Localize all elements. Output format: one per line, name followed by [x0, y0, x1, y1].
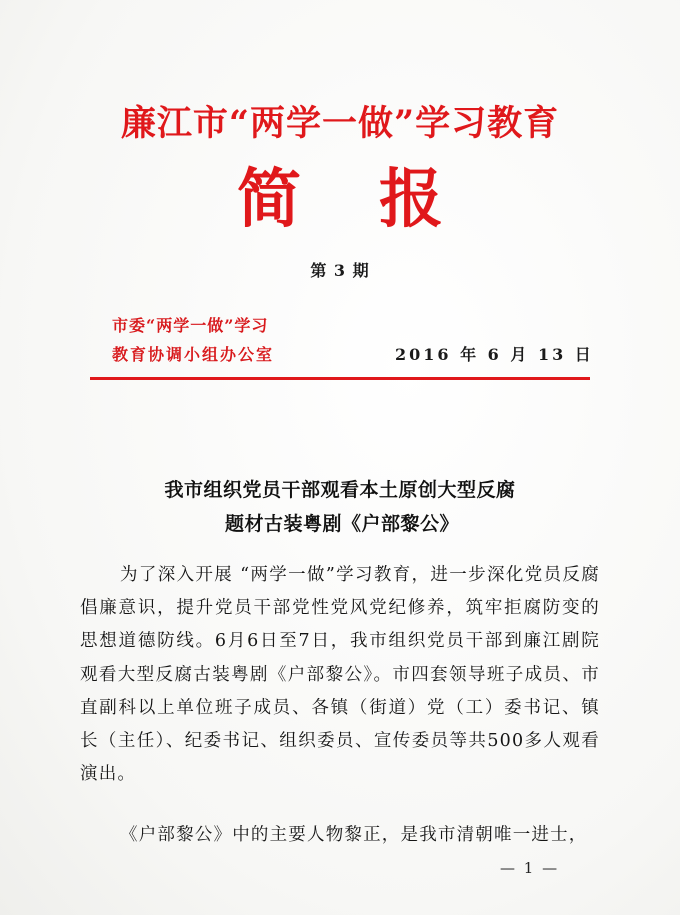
header-divider: [90, 377, 590, 380]
page-number: — 1 —: [500, 859, 560, 877]
bulletin-header-subtitle: 简报: [237, 162, 521, 237]
issue-number: 第 3 期: [310, 261, 370, 280]
bulletin-header-title: 廉江市“两学一做”学习教育: [120, 103, 560, 144]
article-paragraph-2: 《户部黎公》中的主要人物黎正，是我市清朝唯一进士，: [120, 825, 588, 845]
article-title-line-1: 我市组织党员干部观看本土原创大型反腐: [164, 479, 516, 501]
issuing-office-line-1: 市委“两学一做”学习: [112, 316, 269, 335]
issue-date: 2016 年 6 月 13 日: [395, 345, 594, 364]
article-paragraph-1: 为了深入开展 “两学一做”学习教育，进一步深化党员反腐倡廉意识，提升党员干部党性党风党纪修养，筑牢拒腐防变的思想道德防线。6月6日至7日，我市组织党员干部到廉江剧院观看大型反腐古装粤剧《户部黎公》。市四套领导班子成员、市直副科以上单位班子成员、各镇（街道）党（工）委书记、镇长（主任）、纪委书记、组织委员、宣传委员等共500多人观看演出。: [80, 565, 600, 785]
article-title-line-2: 题材古装粤剧《户部黎公》: [224, 513, 459, 535]
issuing-office-line-2: 教育协调小组办公室: [112, 345, 275, 364]
